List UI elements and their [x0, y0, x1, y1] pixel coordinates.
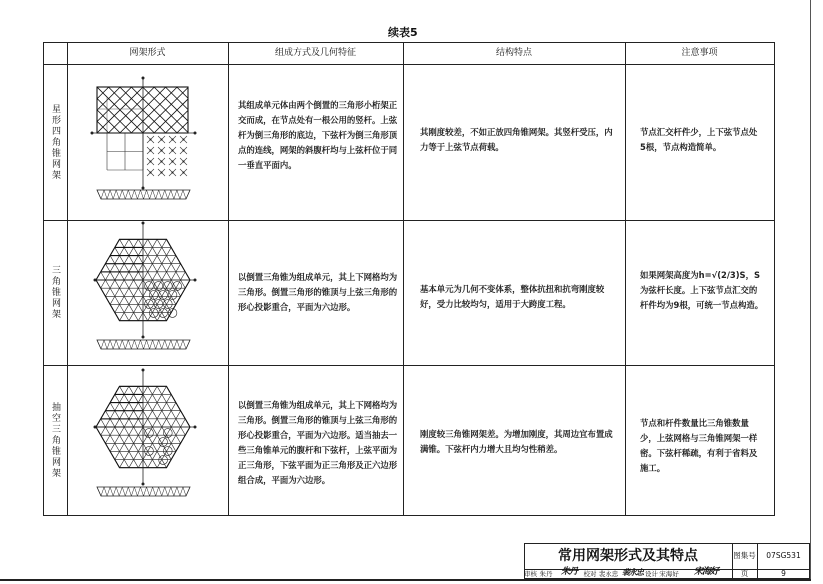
row-name: 抽空三角锥网架 — [50, 401, 60, 479]
truss-web — [159, 340, 162, 349]
truss-web — [128, 190, 131, 199]
mesh-bar — [102, 220, 222, 365]
truss-web — [150, 340, 153, 349]
truss-web — [147, 190, 150, 199]
mesh-bar — [215, 220, 228, 365]
truss-web — [140, 487, 143, 496]
axis-end-marker — [142, 222, 145, 225]
node — [150, 150, 152, 152]
mesh-bar — [67, 365, 118, 515]
truss-web — [140, 190, 143, 199]
diagonal-bar — [67, 87, 97, 133]
truss-web — [165, 340, 168, 349]
node — [161, 161, 163, 163]
mesh-bar — [224, 365, 228, 515]
diagonal-bar — [200, 87, 228, 133]
truss-web — [147, 340, 150, 349]
mesh-bar — [67, 220, 71, 365]
truss-web — [174, 190, 177, 199]
mesh-bar — [67, 220, 71, 365]
truss-web — [119, 340, 122, 349]
truss-web — [131, 487, 134, 496]
truss-web — [165, 190, 168, 199]
mesh-bar — [224, 220, 228, 365]
truss-outline — [97, 340, 190, 349]
diagonal-bar — [200, 87, 228, 133]
triangular-pyramid-grid-diagram — [67, 220, 228, 365]
truss-web — [116, 190, 119, 199]
truss-web — [107, 487, 110, 496]
notes-text: 如果网架高度为h=√(2/3)S，S为弦杆长度。上下弦节点汇交的杆件均为9根，可统一节点构造。 — [640, 270, 764, 310]
mesh-bar — [186, 365, 228, 515]
node — [183, 161, 185, 163]
mesh-bar — [67, 220, 90, 365]
truss-web — [159, 487, 162, 496]
checker-signature: 裴永忠 — [622, 567, 643, 577]
axis-end-marker — [142, 187, 145, 190]
mesh-bar — [130, 220, 228, 365]
truss-web — [153, 190, 156, 199]
header-form: 网架形式 — [129, 48, 166, 58]
composition-text: 以倒置三角锥为组成单元，其上下网格均为三角形。倒置三角形的锥顶与上弦三角形的形心投影重合，平面为六边形。 — [238, 272, 398, 312]
truss-web — [153, 487, 156, 496]
axis-end-marker — [194, 426, 197, 429]
truss-web — [113, 340, 116, 349]
mesh-bar — [102, 220, 222, 365]
axis-end-marker — [142, 336, 145, 339]
triangle-mesh — [67, 365, 228, 515]
truss-web — [180, 340, 183, 349]
truss-web — [183, 190, 186, 199]
mesh-bar — [177, 220, 228, 365]
composition-text: 其组成单元体由两个倒置的三角形小桁架正交而成，在节点处有一根公用的竖杆。上弦杆为倒三角形的底边，下弦杆为倒三角形顶点的连线，网架的斜腹杆均与上弦杆位于同一垂直平面内。 — [238, 100, 398, 170]
truss-web — [131, 340, 134, 349]
axis-end-marker — [194, 279, 197, 282]
mesh-bar — [67, 365, 147, 515]
truss-web — [144, 190, 147, 199]
notes-text: 节点和杆件数量比三角锥数量少，上弦网格与三角锥网架一样密。下弦杆稀疏，有利于省料及施工。 — [640, 418, 758, 473]
diagonal-bar — [211, 87, 228, 133]
truss-web — [168, 190, 171, 199]
truss-web — [183, 340, 186, 349]
row-name: 三角锥网架 — [50, 265, 60, 320]
truss-web — [171, 487, 174, 496]
truss-web — [110, 190, 113, 199]
mesh-bar — [67, 220, 165, 365]
truss-web — [177, 340, 180, 349]
mesh-bar — [67, 365, 175, 515]
mesh-bar — [67, 365, 90, 515]
axis-end-marker — [91, 132, 94, 135]
mesh-bar — [92, 365, 212, 515]
check-label: 校对 — [583, 570, 597, 578]
truss-web — [180, 190, 183, 199]
truss-web — [150, 487, 153, 496]
mesh-bar — [186, 220, 228, 365]
mesh-bar — [158, 365, 228, 515]
table-border-top — [43, 42, 775, 43]
truss-web — [156, 190, 159, 199]
mesh-bar — [67, 365, 118, 515]
mesh-bar — [139, 220, 228, 365]
node — [183, 139, 185, 141]
truss-web — [119, 190, 122, 199]
truss-web — [122, 190, 125, 199]
truss-web — [140, 340, 143, 349]
truss-web — [104, 340, 107, 349]
designer-signature: 宋海好 — [693, 567, 718, 577]
truss-web — [101, 340, 104, 349]
diagonal-bar — [211, 87, 228, 133]
mesh-bar — [121, 365, 228, 515]
diagonal-bar — [67, 87, 86, 133]
truss-web — [122, 340, 125, 349]
checker-name: 裴永忠 — [598, 570, 619, 578]
mesh-bar — [215, 365, 228, 515]
truss-web — [183, 487, 186, 496]
mesh-bar — [215, 220, 228, 365]
mesh-bar — [92, 220, 212, 365]
truss-web — [125, 487, 128, 496]
mesh-bar — [139, 220, 228, 365]
reviewer-name: 朱丹 — [539, 570, 553, 578]
diagonal-bar — [67, 87, 109, 133]
truss-web — [131, 190, 134, 199]
truss-web — [125, 190, 128, 199]
col-divider — [625, 42, 626, 516]
mesh-bar — [67, 365, 71, 515]
mesh-bar — [196, 220, 228, 365]
truss-web — [113, 190, 116, 199]
truss-web — [122, 487, 125, 496]
mesh-bar — [67, 365, 81, 515]
mesh-bar — [196, 220, 228, 365]
designer-name: 宋海好 — [659, 570, 679, 578]
node — [183, 172, 185, 174]
header-composition: 组成方式及几何特征 — [274, 48, 356, 58]
mesh-bar — [168, 365, 228, 515]
truss-web — [113, 487, 116, 496]
mesh-bar — [67, 220, 165, 365]
truss-web — [107, 340, 110, 349]
truss-web — [116, 487, 119, 496]
mesh-bar — [102, 365, 222, 515]
truss-web — [180, 487, 183, 496]
truss-web — [144, 487, 147, 496]
mesh-bar — [168, 365, 228, 515]
mesh-bar — [139, 365, 228, 515]
truss-web — [137, 340, 140, 349]
structure-text: 刚度较三角锥网架差。为增加刚度，其周边宜布置成满锥。下弦杆内力增大且均匀性稍差。 — [420, 429, 613, 454]
truss-web — [107, 190, 110, 199]
mesh-bar — [224, 365, 228, 515]
hollow-triangular-pyramid-grid-diagram — [67, 365, 228, 515]
diagonal-bar — [188, 87, 228, 133]
axis-end-marker — [194, 132, 197, 135]
truss-web — [104, 487, 107, 496]
mesh-bar — [67, 365, 175, 515]
mesh-bar — [196, 365, 228, 515]
mesh-bar — [67, 220, 100, 365]
composition-text: 以倒置三角锥为组成单元，其上下网格均为三角形。倒置三角形的锥顶与上弦三角形的形心投影重合，平面为六边形。适当抽去一些三角锥单元的腹杆和下弦杆，上弦平面为正三角形，下弦平面为正三角形及正六边形组合成，平面为六边形。 — [238, 400, 398, 485]
truss-web — [128, 487, 131, 496]
diagonal-bar — [67, 87, 109, 133]
mesh-bar — [130, 220, 228, 365]
axis-end-marker — [142, 483, 145, 486]
drawing-title: 常用网架形式及其特点 — [558, 548, 698, 564]
truss-web — [144, 340, 147, 349]
header-notes: 注意事项 — [681, 48, 718, 58]
mesh-bar — [205, 220, 228, 365]
diagonal-bar — [67, 87, 75, 133]
axis-end-marker — [142, 77, 145, 80]
mesh-bar — [215, 365, 228, 515]
diagonal-bar — [188, 87, 228, 133]
truss-web — [137, 190, 140, 199]
diagonal-bar — [222, 87, 228, 133]
node — [150, 161, 152, 163]
truss-web — [171, 340, 174, 349]
atlas-label: 图集号 — [733, 551, 756, 560]
mesh-bar — [67, 365, 90, 515]
mesh-bar — [92, 365, 212, 515]
node — [172, 161, 174, 163]
diagonal-mesh — [67, 87, 228, 133]
node — [150, 139, 152, 141]
structure-text: 其刚度较差，不如正放四角锥网架。其竖杆受压，内力等于上弦节点荷载。 — [420, 127, 613, 152]
axis-end-marker — [94, 426, 97, 429]
truss-web — [137, 487, 140, 496]
mesh-bar — [67, 365, 100, 515]
mesh-bar — [168, 220, 228, 365]
mesh-bar — [139, 365, 228, 515]
truss-outline — [97, 190, 190, 199]
node — [161, 172, 163, 174]
mesh-bar — [67, 220, 100, 365]
mesh-bar — [67, 220, 147, 365]
truss-web — [174, 487, 177, 496]
mesh-bar — [186, 365, 228, 515]
axis-end-marker — [142, 369, 145, 372]
mesh-bar — [67, 220, 147, 365]
mesh-bar — [224, 220, 228, 365]
truss-web — [134, 487, 137, 496]
truss-web — [110, 487, 113, 496]
mesh-bar — [67, 365, 81, 515]
truss-web — [104, 190, 107, 199]
row-name: 星形四角锥网架 — [50, 103, 60, 181]
truss-web — [159, 190, 162, 199]
mesh-bar — [92, 220, 212, 365]
node — [150, 172, 152, 174]
truss-web — [116, 340, 119, 349]
truss-web — [147, 487, 150, 496]
design-label: 设计 — [645, 570, 658, 578]
truss-web — [150, 190, 153, 199]
table-border-bottom — [43, 515, 775, 516]
truss-web — [162, 190, 165, 199]
node — [183, 150, 185, 152]
star-tetrahedral-grid-diagram — [67, 64, 228, 220]
mesh-bar — [67, 365, 71, 515]
review-label: 审核 — [524, 570, 537, 578]
truss-web — [174, 340, 177, 349]
truss-web — [119, 487, 122, 496]
header-structure: 结构特点 — [495, 48, 532, 58]
truss-web — [101, 487, 104, 496]
notes-text: 节点汇交杆件少，上下弦节点处5根，节点构造简单。 — [640, 127, 758, 152]
col-divider — [228, 42, 229, 516]
mesh-bar — [67, 220, 81, 365]
structure-text: 基本单元为几何不变体系，整体抗扭和抗弯刚度较好，受力比较均匀，适用于大跨度工程。 — [420, 284, 605, 309]
diagonal-bar — [67, 87, 86, 133]
truss-web — [168, 487, 171, 496]
truss-web — [177, 190, 180, 199]
mesh-bar — [121, 365, 228, 515]
col-divider — [403, 42, 404, 516]
node — [172, 150, 174, 152]
truss-web — [110, 340, 113, 349]
mesh-bar — [177, 220, 228, 365]
atlas-number: 07SG531 — [766, 551, 801, 560]
truss-web — [134, 340, 137, 349]
truss-web — [134, 190, 137, 199]
axis-end-marker — [94, 279, 97, 282]
page-number: 9 — [781, 569, 786, 578]
mesh-bar — [205, 365, 228, 515]
diagonal-bar — [222, 87, 228, 133]
truss-web — [156, 487, 159, 496]
mesh-bar — [74, 365, 194, 515]
frame-bottom — [0, 579, 811, 581]
mesh-bar — [67, 220, 118, 365]
truss-web — [101, 190, 104, 199]
mesh-bar — [67, 365, 147, 515]
reviewer-signature: 朱丹 — [560, 567, 577, 577]
mesh-bar — [196, 365, 228, 515]
mesh-bar — [186, 220, 228, 365]
truss-web — [162, 487, 165, 496]
truss-web — [125, 340, 128, 349]
mesh-bar — [74, 365, 194, 515]
mesh-bar — [158, 365, 228, 515]
table-border-right — [774, 42, 775, 516]
mesh-bar — [205, 220, 228, 365]
truss-web — [128, 340, 131, 349]
mesh-bar — [205, 365, 228, 515]
page-label: 页 — [740, 569, 749, 578]
upper-left-mesh — [83, 365, 143, 427]
diagonal-bar — [67, 87, 75, 133]
table-caption: 续表5 — [388, 26, 418, 39]
node — [172, 172, 174, 174]
truss-web — [165, 487, 168, 496]
mesh-bar — [168, 220, 228, 365]
truss-web — [162, 340, 165, 349]
mesh-bar — [67, 365, 109, 515]
node — [172, 139, 174, 141]
truss-outline — [97, 487, 190, 496]
node — [161, 150, 163, 152]
truss-web — [177, 487, 180, 496]
mesh-bar — [102, 365, 222, 515]
mesh-bar — [67, 365, 109, 515]
truss-web — [171, 190, 174, 199]
frame-right — [810, 0, 811, 580]
diagonal-bar — [67, 87, 97, 133]
mesh-bar — [67, 365, 100, 515]
mesh-bar — [67, 220, 118, 365]
truss-web — [156, 340, 159, 349]
truss-web — [153, 340, 156, 349]
mesh-bar — [67, 220, 90, 365]
truss-web — [168, 340, 171, 349]
mesh-bar — [67, 220, 81, 365]
node — [161, 139, 163, 141]
